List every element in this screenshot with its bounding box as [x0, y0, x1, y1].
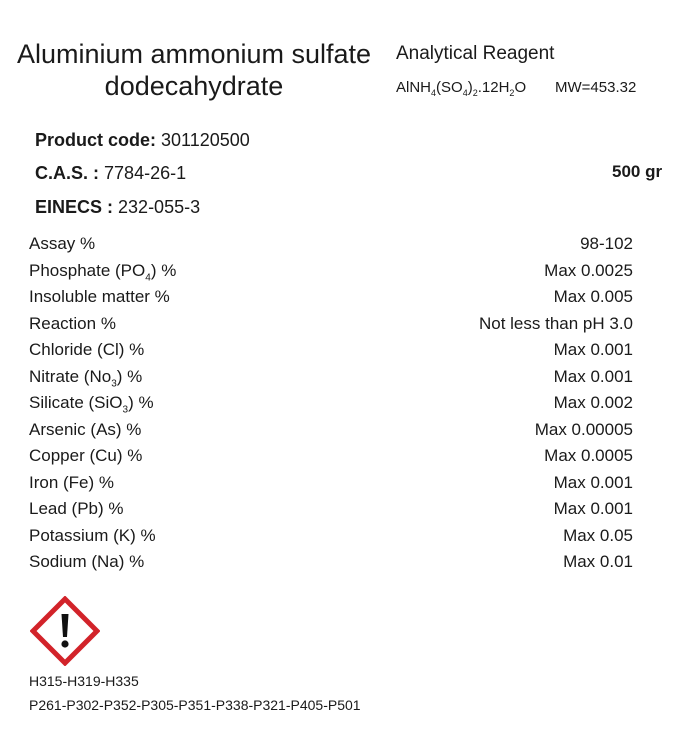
grade-label: Analytical Reagent [396, 43, 555, 64]
package-weight: 500 gr [612, 162, 663, 181]
spec-name: Lead (Pb) % [29, 499, 124, 518]
product-name-line1: Aluminium ammonium sulfate [16, 39, 372, 69]
hazard-statements: H315-H319-H335 [29, 673, 139, 689]
spec-row [29, 390, 633, 417]
spec-row [29, 364, 633, 391]
spec-row [29, 443, 633, 470]
spec-value: 98-102 [580, 234, 633, 253]
spec-row [29, 231, 633, 258]
spec-name: Sodium (Na) % [29, 552, 145, 571]
spec-row [29, 417, 633, 444]
spec-value: Max 0.001 [553, 499, 633, 518]
spec-row [29, 311, 633, 338]
spec-value: Not less than pH 3.0 [478, 313, 633, 333]
einecs-number: EINECS : 232-055-3 [35, 197, 201, 217]
spec-row [29, 470, 633, 497]
spec-name: Phosphate $(PO_4)$ % [29, 260, 177, 283]
spec-name: Reaction % [29, 313, 116, 333]
spec-name: Arsenic (As) % [29, 419, 142, 439]
spec-value: Max 0.002 [553, 393, 633, 412]
spec-value: Max 0.001 [553, 340, 633, 359]
spec-row [29, 337, 633, 364]
spec-name: Assay % [29, 234, 96, 253]
spec-value: Max 0.01 [563, 552, 633, 571]
spec-row [29, 549, 633, 576]
spec-name: Nitrate $(No_3)$ % [29, 366, 143, 389]
spec-value: Max 0.005 [553, 287, 633, 306]
spec-row [29, 496, 633, 523]
spec-name: Insoluble matter % [29, 287, 170, 306]
product-name-line2: dodecahydrate [104, 71, 284, 101]
spec-table [29, 231, 633, 576]
spec-name: Silicate (SiO$_3$) % [29, 393, 154, 416]
cas-number: C.A.S. : 7784-26-1 [35, 163, 187, 183]
ghs-exclamation-icon [30, 596, 100, 666]
spec-name: Copper (Cu) % [29, 446, 143, 465]
precautionary-statements: P261-P302-P352-P305-P351-P338-P321-P405-P501 [29, 697, 361, 713]
spec-value: Max 0.05 [563, 525, 633, 545]
spec-row [29, 284, 633, 311]
spec-row [29, 523, 633, 550]
spec-value: Max 0.0025 [544, 260, 633, 280]
spec-value: Max 0.0005 [544, 446, 633, 465]
spec-name: Iron (Fe) % [29, 472, 115, 492]
spec-value: Max 0.001 [553, 366, 633, 386]
spec-name: Chloride (Cl) % [29, 340, 145, 359]
spec-value: Max 0.00005 [534, 419, 633, 439]
spec-name: Potassium (K) % [29, 525, 156, 545]
spec-row [29, 258, 633, 285]
molecular-weight: MW=453.32 [555, 79, 637, 96]
chemical-formula: $AlNH_4(SO_4)_2.12H_2O$ [396, 79, 527, 98]
product-code: Product code: 301120500 [35, 130, 250, 150]
spec-value: Max 0.001 [553, 472, 633, 492]
